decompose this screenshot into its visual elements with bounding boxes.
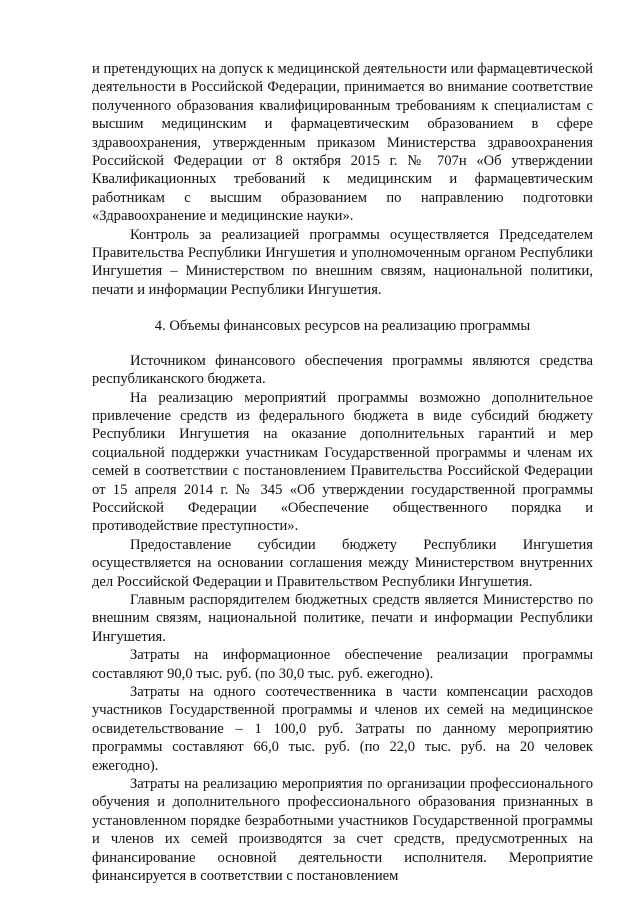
spacer bbox=[92, 336, 593, 352]
paragraph-federal-subsidies: На реализацию мероприятий программы возможно дополнительное привлечение средств из федерального бюджета в виде субсидий бюджету Республики Ингушетия на оказание дополнительных гарантий и мер социальной поддержки участникам Государственной программы и членам их семей в соответствии с постановлением Правительства Российской Федерации от 15 апреля 2014 г. № 345 «Об утверждении государственной программы Российской Федерации «Обеспечение общественного порядка и противодействие преступности». bbox=[92, 389, 593, 535]
paragraph-training-costs: Затраты на реализацию мероприятия по организации профессионального обучения и дополнительного профессионального образования признанных в установленном порядке безработными участников Государственной программы и членов их семей производятся за счет средств, предусмотренных на финансирование основной деятельности исполнителя. Мероприятие финансируется в соответствии с постановлением bbox=[92, 776, 593, 885]
paragraph-program-control: Контроль за реализацией программы осуществляется Председателем Правительства Республики Ингушетия и уполномоченным органом Республики Ингушетия – Министерством по внешним связям, национальной политики, печати и информации Республики Ингушетия. bbox=[92, 226, 593, 298]
paragraph-budget-manager: Главным распорядителем бюджетных средств является Министерство по внешним связям, национальной политике, печати и информации Республики Ингушетия. bbox=[92, 591, 593, 645]
spacer bbox=[92, 299, 593, 317]
paragraph-medical-exam-costs: Затраты на одного соотечественника в части компенсации расходов участников Государственной программы и членов их семей на медицинское освидетельствование – 1 100,0 руб. Затраты по данному мероприятию программы составляют 66,0 тыс. руб. (по 22,0 тыс. руб. на 20 человек ежегодно). bbox=[92, 684, 593, 774]
paragraph-funding-source: Источником финансового обеспечения программы являются средства республиканского бюджета. bbox=[92, 352, 593, 388]
paragraph-medical-education-requirements: и претендующих на допуск к медицинской деятельности или фармацевтической деятельности в Российской Федерации, принимается во внимание соответствие полученного образования квалифицированным требованиям к специалистам с высшим медицинским и фармацевтическим образованием в сфере здравоохранения, утвержденным приказом Министерства здравоохранения Российской Федерации от 8 октября 2015 г. № 707н «Об утверждении Квалификационных требований к медицинским и фармацевтическим работникам с высшим образованием по направлению подготовки «Здравоохранение и медицинские науки». bbox=[92, 61, 593, 225]
paragraph-subsidy-agreement: Предоставление субсидии бюджету Республики Ингушетия осуществляется на основании соглашения между Министерством внутренних дел Российской Федерации и Правительством Республики Ингушетия. bbox=[92, 536, 593, 590]
paragraph-information-costs: Затраты на информационное обеспечение реализации программы составляют 90,0 тыс. руб. (по 30,0 тыс. руб. ежегодно). bbox=[92, 647, 593, 682]
section-heading: 4. Объемы финансовых ресурсов на реализацию программы bbox=[154, 318, 531, 335]
